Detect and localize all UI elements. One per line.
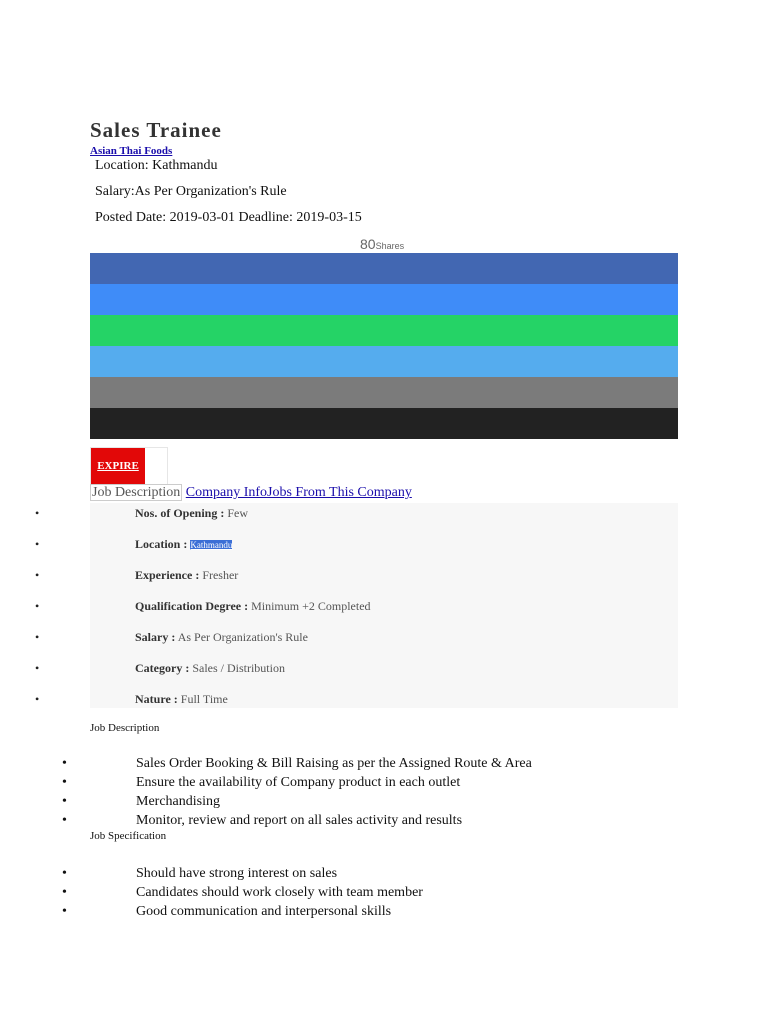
expire-box (90, 447, 168, 485)
list-item-text: Merchandising (136, 794, 220, 809)
twitter-share-bar[interactable] (90, 284, 678, 315)
tab-bar (90, 485, 412, 501)
detail-row (35, 537, 678, 557)
messenger-share-bar[interactable] (90, 346, 678, 377)
detail-row (35, 661, 678, 681)
bullet-icon: • (35, 506, 40, 520)
bullet-icon: • (62, 866, 67, 881)
detail-key: Qualification Degree : (135, 599, 249, 613)
expire-badge[interactable]: EXPIRE (91, 448, 145, 484)
posted-date-line: Posted Date: 2019-03-01 Deadline: 2019-03-15 (95, 210, 362, 225)
whatsapp-share-bar[interactable] (90, 315, 678, 346)
detail-key: Location : (135, 537, 188, 551)
email-share-bar[interactable] (90, 377, 678, 408)
detail-content (135, 568, 238, 583)
detail-row (35, 568, 678, 588)
detail-content (135, 661, 285, 676)
bullet-icon: • (62, 813, 67, 828)
detail-value: Sales / Distribution (192, 661, 285, 675)
tab-company-info[interactable]: Company Info (185, 485, 268, 500)
bullet-icon: • (62, 904, 67, 919)
location-link[interactable]: Kathmandu (190, 540, 233, 550)
detail-value: Minimum +2 Completed (251, 599, 371, 613)
list-item-text: Good communication and interpersonal skills (136, 904, 392, 919)
share-count-label: Shares (375, 241, 405, 251)
bullet-icon: • (62, 794, 67, 809)
bullet-icon: • (35, 537, 40, 551)
bullet-icon: • (62, 775, 67, 790)
detail-value: Fresher (202, 568, 239, 582)
share-buttons (90, 253, 678, 439)
share-count (360, 236, 404, 254)
list-item-text: Should have strong interest on sales (136, 866, 338, 881)
tab-job-description[interactable]: Job Description (92, 485, 181, 500)
bullet-icon: • (35, 630, 40, 644)
list-item-text: Candidates should work closely with team member (136, 885, 423, 900)
detail-content (135, 630, 308, 645)
job-details-panel (35, 503, 678, 708)
detail-value: Full Time (180, 692, 228, 706)
list-item-text: Ensure the availability of Company product in each outlet (136, 775, 461, 790)
detail-row (35, 506, 678, 526)
list-item-text: Monitor, review and report on all sales activity and results (136, 813, 463, 828)
more-share-bar[interactable] (90, 408, 678, 439)
tab-jobs-from-company[interactable]: Jobs From This Company (267, 485, 412, 500)
detail-key: Nos. of Opening : (135, 506, 225, 520)
detail-content (135, 692, 228, 707)
bullet-icon: • (35, 661, 40, 675)
location-line: Location: Kathmandu (95, 158, 218, 173)
bullet-icon: • (35, 599, 40, 613)
detail-content (135, 506, 248, 521)
detail-key: Nature : (135, 692, 178, 706)
page-title: Sales Trainee (90, 118, 222, 142)
job-specification-heading: Job Specification (90, 830, 167, 842)
job-description-heading: Job Description (90, 722, 160, 734)
facebook-share-bar[interactable] (90, 253, 678, 284)
detail-key: Experience : (135, 568, 200, 582)
share-count-number: 80 (360, 236, 376, 252)
bullet-icon: • (62, 885, 67, 900)
detail-value: As Per Organization's Rule (177, 630, 308, 644)
detail-key: Category : (135, 661, 190, 675)
detail-content (135, 537, 232, 552)
list-item-text: Sales Order Booking & Bill Raising as per the Assigned Route & Area (136, 756, 532, 771)
detail-row (35, 599, 678, 619)
detail-row (35, 630, 678, 650)
salary-line: Salary:As Per Organization's Rule (95, 184, 287, 199)
bullet-icon: • (35, 692, 40, 706)
detail-key: Salary : (135, 630, 176, 644)
detail-value: Few (227, 506, 249, 520)
detail-content (135, 599, 371, 614)
company-link[interactable]: Asian Thai Foods (90, 145, 173, 157)
bullet-icon: • (35, 568, 40, 582)
detail-row (35, 692, 678, 712)
bullet-icon: • (62, 756, 67, 771)
